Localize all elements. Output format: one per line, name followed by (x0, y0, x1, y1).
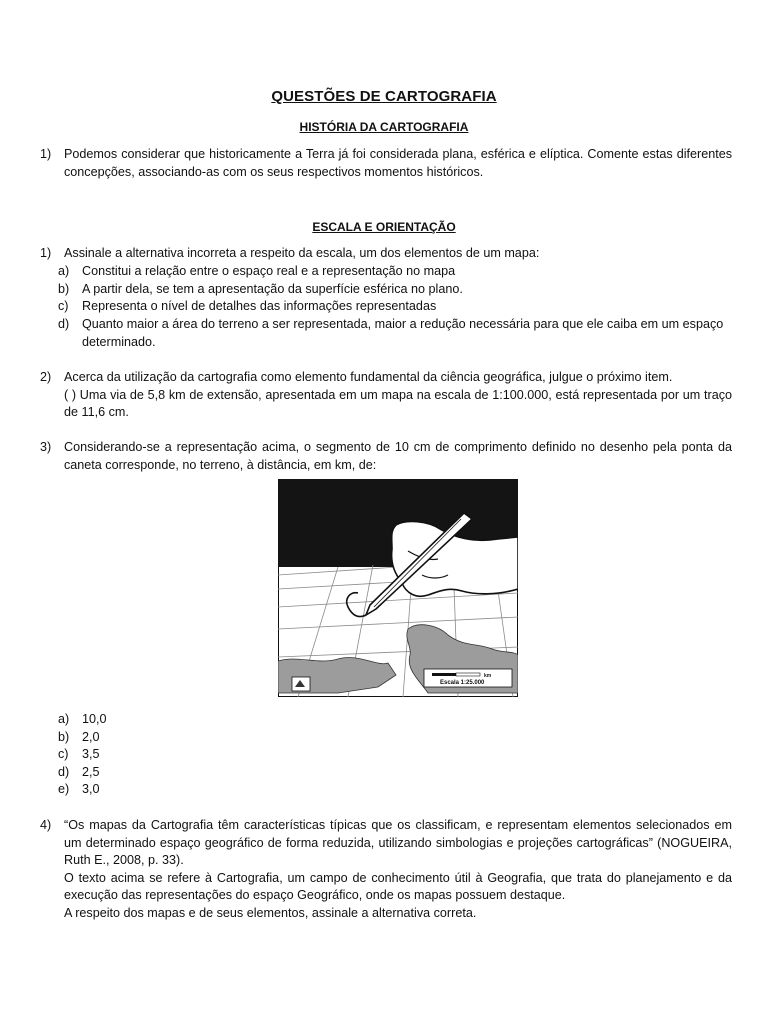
question-number: 4) (40, 818, 52, 832)
option-text: 2,5 (82, 765, 100, 779)
option-letter: d) (58, 765, 70, 779)
option-a (58, 711, 734, 729)
option-letter: a) (58, 264, 70, 278)
option-text: 10,0 (82, 712, 107, 726)
question-number: 3) (40, 440, 52, 454)
scale-unit: km (484, 673, 492, 679)
option-c (58, 298, 734, 316)
option-b (58, 281, 734, 299)
question-number: 2) (40, 370, 52, 384)
question-number: 1) (40, 246, 52, 260)
question-escala-4 (40, 817, 732, 923)
question-quote: “Os mapas da Cartografia têm características típicas que os classificam, e representam elementos selecionados em um determinado espaço geográfico de forma reduzida, utilizando simbologias e projeções cartográficas” (NOGUEIRA, Ruth E., 2008, p. 33). (64, 818, 732, 868)
question-prompt: A respeito dos mapas e de seus elementos, assinale a alternativa correta. (64, 905, 477, 920)
option-letter: e) (58, 782, 70, 796)
question-historia-1 (40, 146, 732, 181)
option-letter: c) (58, 747, 69, 761)
option-text: A partir dela, se tem a apresentação da superfície esférica no plano. (82, 282, 463, 296)
option-letter: d) (58, 317, 70, 331)
section-heading-historia: HISTÓRIA DA CARTOGRAFIA (299, 120, 469, 134)
question-text: Considerando-se a representação acima, o segmento de 10 cm de comprimento definido no desenho pela ponta da caneta corresponde, no terreno, à distância, em km, de: (64, 440, 732, 472)
section-heading-escala: ESCALA E ORIENTAÇÃO (312, 220, 456, 234)
page-title: QUESTÕES DE CARTOGRAFIA (271, 88, 497, 105)
question-escala-3 (40, 439, 732, 474)
option-b (58, 729, 734, 747)
option-text: Constitui a relação entre o espaço real e a representação no mapa (82, 264, 456, 278)
option-letter: b) (58, 730, 70, 744)
question-item: ( ) Uma via de 5,8 km de extensão, apresentada em um mapa na escala de 1:100.000, está representada por um traço de 11,6 cm. (64, 387, 732, 420)
question-text: Podemos considerar que historicamente a Terra já foi considerada plana, esférica e elíptica. Comente estas diferentes concepções, associando-as com os seus respectivos momentos históricos. (64, 147, 732, 179)
option-d (58, 764, 734, 782)
option-text: Quanto maior a área do terreno a ser representada, maior a redução necessária para que ele caiba em um espaço determinado. (82, 317, 724, 349)
question-text (64, 817, 732, 923)
question-text: Assinale a alternativa incorreta a respeito da escala, um dos elementos de um mapa: (64, 246, 540, 260)
option-d (58, 316, 734, 351)
option-letter: b) (58, 282, 70, 296)
question-statement: Acerca da utilização da cartografia como elemento fundamental da ciência geográfica, julgue o próximo item. (64, 370, 673, 384)
scale-label: Escala 1:25.000 (440, 680, 485, 686)
option-text: 3,5 (82, 747, 100, 761)
option-c (58, 746, 734, 764)
option-text: 2,0 (82, 730, 100, 744)
question-paragraph: O texto acima se refere à Cartografia, um campo de conhecimento útil à Geografia, que trata do planejamento e da execução das representações do espaço Geográfico, onde os mapas possuem destaque. (64, 870, 732, 903)
option-a (58, 263, 734, 281)
option-text: Representa o nível de detalhes das informações representadas (82, 299, 437, 313)
question-number: 1) (40, 147, 52, 161)
question-escala-1 (40, 245, 732, 263)
option-letter: c) (58, 299, 69, 313)
option-text: 3,0 (82, 782, 100, 796)
option-e (58, 781, 734, 799)
question-escala-2 (40, 369, 732, 422)
hand-drawing-map-figure (278, 479, 518, 697)
question-text (64, 369, 732, 422)
option-letter: a) (58, 712, 70, 726)
